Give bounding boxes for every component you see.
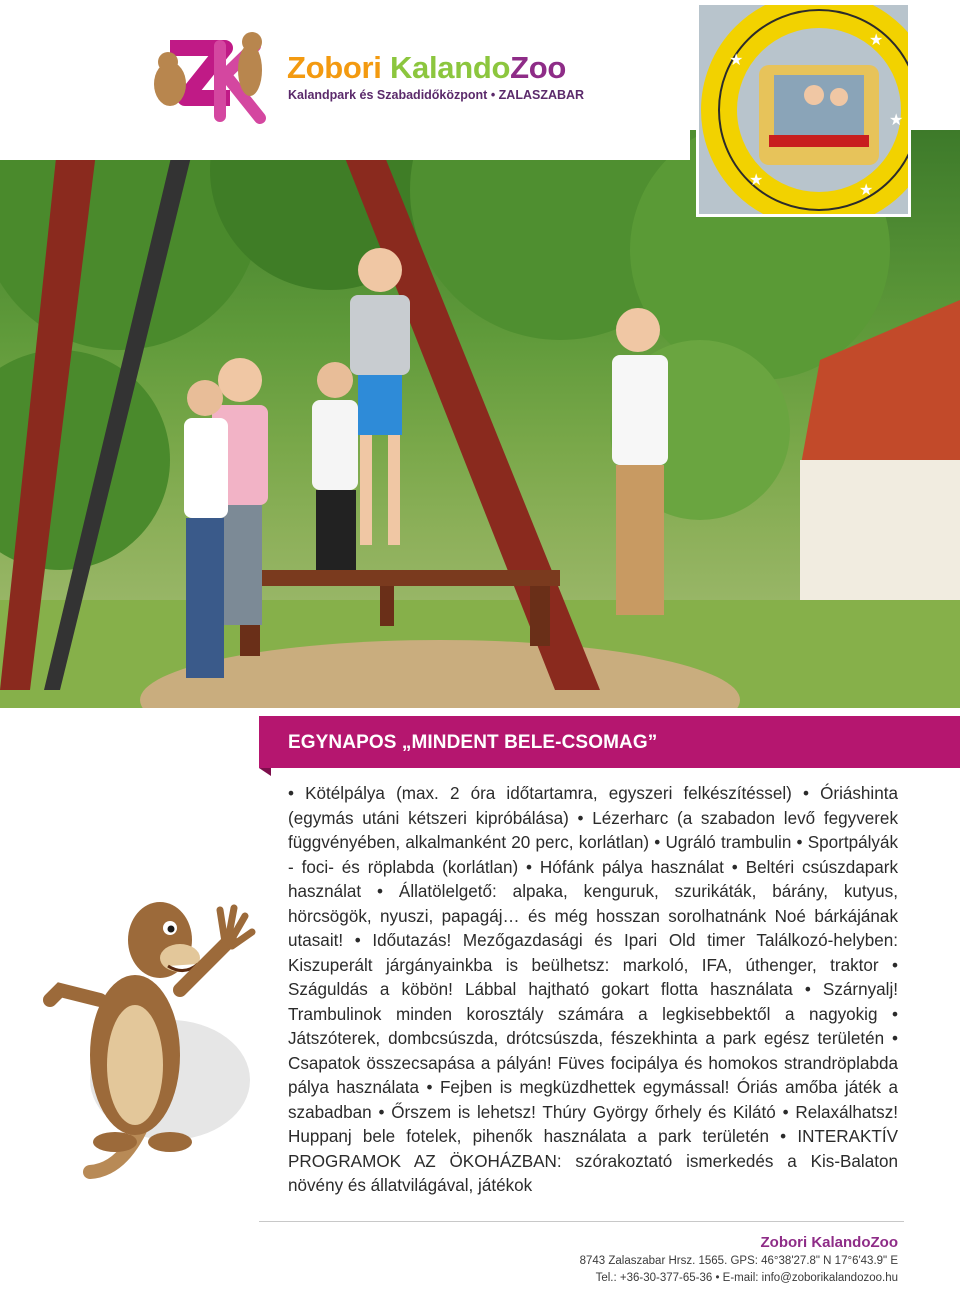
logo-subtitle: Kalandpark és Szabadidőközpont • ZALASZABAR — [288, 88, 585, 102]
footer-contact: Tel.: +36-30-377-65-36 • E-mail: info@zoborikalandozoo.hu — [595, 1272, 898, 1284]
header — [0, 0, 690, 160]
package-description: • Kötélpálya (max. 2 óra időtartamra, egyszeri felkészítéssel) • Óriáshinta (egymás utáni kétszeri kipróbálása) • Lézerharc (a szabadon levő fegyverek függvényében, alkalmanként 20 perc, korlátlan) • Ugráló trambulin • Sportpályák - foci- és röplabda (korlátlan) • Hófánk pálya használat • Beltéri csúszdapark használat • Állatölelgető: alpaka, kenguruk, szurikáták, bárány, kutyus, hörcsögök, nyuszi, papagáj… és még hosszan sorolhatnánk Noé bárkájának utasait! • Időutazás! Mezőgazdasági és Ipari Old timer Találkozó-helyben: Kiszuperált járgányainkba is beülhetsz: markoló, IFA, úthenger, traktor • Száguldás a köbön! Lábbal hajtható gokart flotta használata • Szárnyalj! Trambulinok minden korosztály számára a legkisebbektől a nagyokig • Játszóterek, dombcsúszda, drótcsúszda, fészekhinta a park egész területén • Csapatok összecsapása a pályán! Füves focipálya és homokos strandröplabda pálya használata • Fejben is megküzdhettek egymással! Óriás amőba játék a szabadban • Őrszem is lehetsz! Thúry György őrhely és Kilátó • Relaxálhatsz! Huppanj bele fotelek, pihenők használata a park területén • INTERAKTÍV PROGRAMOK AZ ÖKOHÁZBAN: szórakoztató ismerkedés a Kis-Balaton növény és állatvilágával, játékok — [288, 784, 898, 1195]
footer-company-name: Zobori KalandoZoo — [760, 1234, 898, 1251]
footer-address: 8743 Zalaszabar Hrsz. 1565. GPS: 46°38'27.8" N 17°6'43.9" E — [579, 1255, 898, 1267]
svg-text:★: ★ — [729, 52, 744, 69]
section-header-fold — [259, 768, 271, 776]
logo-word-kalando: Kalando — [389, 50, 511, 85]
logo-word-zobori: Zobori — [287, 50, 382, 85]
logo-title — [287, 50, 566, 86]
svg-text:★: ★ — [859, 182, 874, 199]
meerkat-logo-icon — [130, 18, 290, 128]
inset-photo — [696, 2, 911, 217]
meerkat-mascot-icon — [20, 880, 260, 1180]
footer-divider — [259, 1221, 904, 1222]
section-title: EGYNAPOS „MINDENT BELE-CSOMAG” — [288, 732, 658, 753]
svg-text:★: ★ — [869, 32, 884, 49]
logo-word-zoo: Zoo — [510, 50, 567, 85]
section-header — [259, 716, 960, 768]
svg-text:★: ★ — [889, 112, 904, 129]
ferris-wheel-illustration — [699, 5, 908, 214]
svg-text:★: ★ — [749, 172, 764, 189]
